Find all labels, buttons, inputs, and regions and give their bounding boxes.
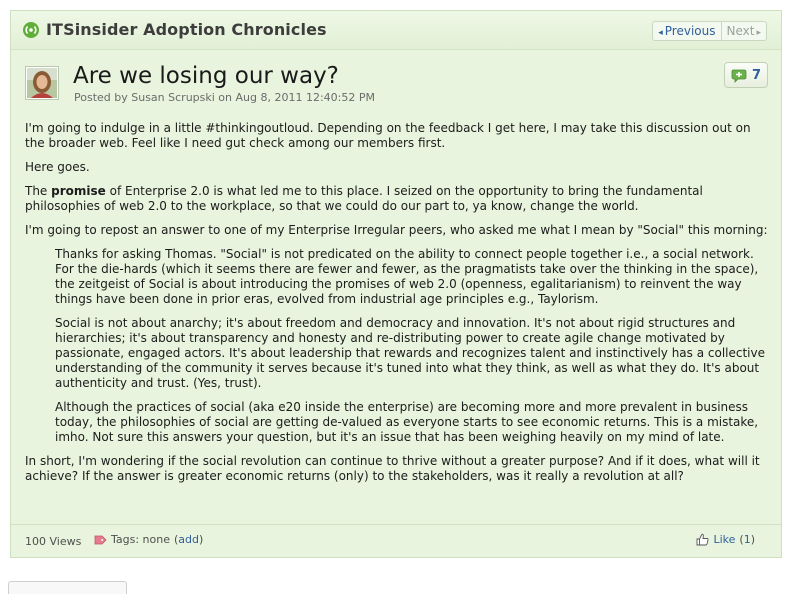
post-title: Are we losing our way? [73,63,339,89]
block-quote [55,247,773,445]
bottom-tab [8,581,127,594]
tag-icon [94,535,107,545]
quote-paragraph: Although the practices of social (aka e20 inside the enterprise) are becoming more and more prevalent in business today, the philosophies of social are getting de-valued as everyone starts to see economic returns. This is a mistake, imho. Not sure this answers your question, but it's an issue that has been weighing heavily on my mind of late. [55,400,759,444]
next-link[interactable] [722,22,767,40]
paren-open: ( [739,533,744,546]
post-body [25,121,773,493]
board-title[interactable]: ITSinsider Adoption Chronicles [46,20,327,39]
post-panel [10,10,782,558]
paren-open: ( [174,533,179,546]
comment-count: 7 [751,67,762,83]
comment-bubble-icon [731,68,747,83]
quote-paragraph: Thanks for asking Thomas. "Social" is not predicated on the ability to connect people together i.e., a social network. For the die-hards (which it seems there are fewer and fewer, as the pragmatists take over the thinking in the space), the zeitgeist of Social is about introducing the promises of web 2.0 (openness, egalitarianism) to reinvent the way things have been done in prior eras, evolved from industrial age principles e.g., Taylorism. [55,247,759,306]
view-count: 100 Views [25,535,82,548]
post-pager [652,21,767,41]
paren-close: ) [199,533,204,546]
footer-divider [11,524,781,525]
body-paragraph: In short, I'm wondering if the social revolution can continue to thrive without a greater purpose? And if it does, what will it achieve? If the answer is greater economic returns (only) to the stakeholders, was it really a revolution at all? [25,454,760,483]
paragraph-rest: of Enterprise 2.0 is what led me to this place. I seized on the opportunity to bring the fundamental philosophies of web 2.0 to the workplace, so that we could do our part to, ya know, change the world. [25,184,703,213]
bold-promise: promise [51,184,106,198]
post-meta: Posted by Susan Scrupski on Aug 8, 2011 12:40:52 PM [74,91,375,104]
body-paragraph: I'm going to repost an answer to one of my Enterprise Irregular peers, who asked me what I mean by "Social" this morning: [25,223,768,237]
body-paragraph [25,184,773,214]
comments-button[interactable] [724,62,768,88]
next-label: Next [726,24,755,38]
like-count[interactable]: 1 [743,533,751,546]
add-tag-wrapper [174,533,203,546]
body-paragraph: I'm going to indulge in a little #thinkingoutloud. Depending on the feedback I get here, I may take this discussion out on the broader web. Feel like I need gut check among our members first. [25,121,751,150]
like-link[interactable]: Like [713,533,736,546]
paragraph-lead: The [25,184,52,198]
post-footer [11,529,781,553]
add-tag-link[interactable]: add [178,533,200,546]
author-avatar[interactable] [25,66,59,100]
rss-icon[interactable] [23,22,39,38]
body-paragraph: Here goes. [25,160,90,174]
tags-area [94,533,203,546]
like-control[interactable] [696,533,755,546]
previous-link[interactable] [653,22,721,40]
chevron-left-icon: ◂ [658,28,663,38]
previous-label: Previous [664,24,716,38]
chevron-right-icon: ▸ [756,28,761,38]
quote-paragraph: Social is not about anarchy; it's about freedom and democracy and innovation. It's not about rigid structures and hierarchies; it's about transparency and honesty and re-distributing power to create agile change motivated by passionate, engaged actors. It's about leadership that rewards and recognizes talent and instinctively has a collective understanding of the community it serves because it's tuned into what they think, as well as what they do. It's about authenticity and trust. (Yes, trust). [55,316,766,390]
like-count-wrapper [739,533,755,546]
paren-close: ) [750,533,755,546]
board-header [11,11,781,50]
thumbs-up-icon [696,533,709,546]
tags-label: Tags: none [111,533,170,546]
